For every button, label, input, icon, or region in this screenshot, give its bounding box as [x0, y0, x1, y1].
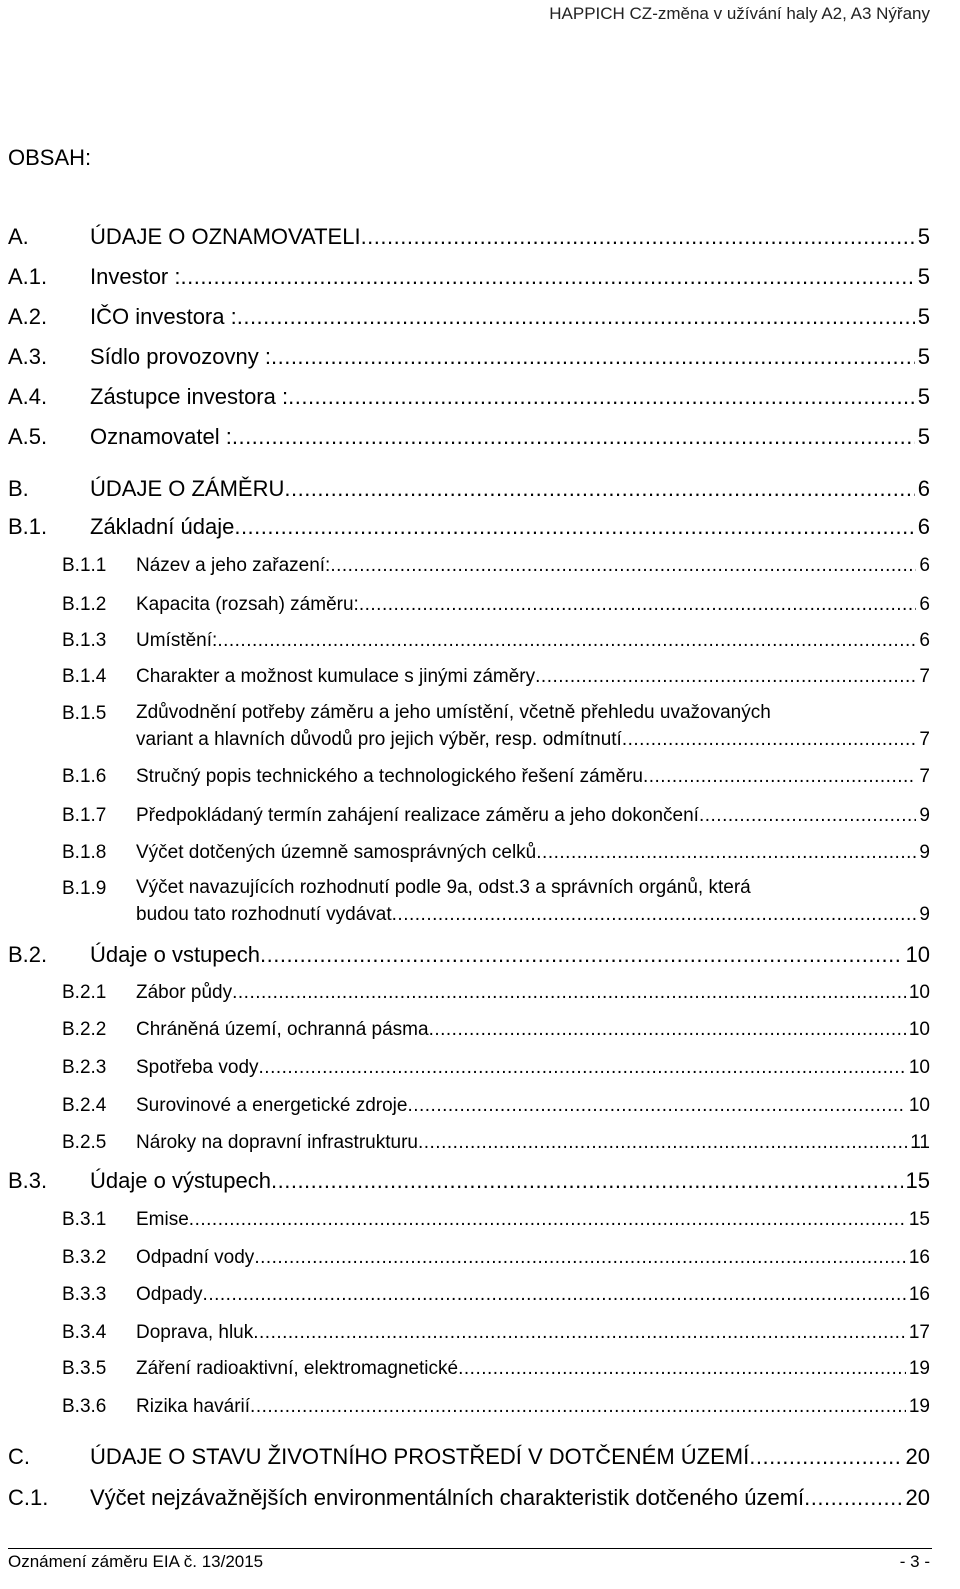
leader-dots	[288, 384, 915, 410]
toc-label: Zástupce investora :	[90, 384, 289, 409]
toc-number: B.1.7	[62, 805, 107, 826]
toc-page: 5	[917, 224, 930, 249]
toc-entry-b2-4[interactable]	[62, 1093, 930, 1117]
leader-dots	[260, 942, 903, 968]
toc-number: B.3.6	[62, 1396, 107, 1417]
toc-entry-c1[interactable]	[8, 1483, 930, 1511]
toc-entry-b3-5[interactable]	[62, 1356, 930, 1380]
leader-dots	[429, 1019, 906, 1041]
toc-page: 10	[908, 1095, 930, 1116]
toc-number: B.1.4	[62, 666, 107, 687]
leader-dots	[217, 630, 916, 652]
toc-number: C.	[8, 1444, 30, 1469]
toc-label: budou tato rozhodnutí vydávat	[136, 904, 392, 925]
leader-dots	[418, 1132, 907, 1154]
toc-entry-b1[interactable]	[8, 512, 930, 540]
leader-dots	[392, 904, 917, 926]
toc-entry-b3[interactable]	[8, 1166, 930, 1194]
toc-number: A.	[8, 224, 29, 249]
leader-dots	[189, 1209, 906, 1231]
leader-dots	[407, 1095, 905, 1117]
toc-number: B.3.1	[62, 1209, 107, 1230]
toc-number: B.2.2	[62, 1019, 107, 1040]
toc-entry-b1-3[interactable]	[62, 628, 930, 652]
toc-label: variant a hlavních důvodů pro jejich výběr, resp. odmítnutí	[136, 729, 622, 750]
leader-dots	[250, 1396, 906, 1418]
toc-number: B.3.3	[62, 1284, 107, 1305]
footer-divider	[8, 1548, 932, 1549]
leader-dots	[458, 1358, 906, 1380]
toc-entry-b1-7[interactable]	[62, 803, 930, 827]
leader-dots	[622, 729, 917, 751]
toc-number: B.1.2	[62, 594, 107, 615]
toc-page: 17	[908, 1322, 930, 1343]
leader-dots	[535, 666, 916, 688]
toc-page: 9	[919, 904, 930, 925]
leader-dots	[254, 1247, 906, 1269]
leader-dots	[361, 224, 915, 250]
toc-number: B.2.	[8, 942, 48, 967]
toc-number: C.1.	[8, 1485, 49, 1510]
toc-page: 10	[908, 1019, 930, 1040]
toc-page: 5	[917, 424, 930, 449]
toc-label: Odpadní vody	[136, 1247, 255, 1268]
toc-label: Sídlo provozovny :	[90, 344, 271, 369]
toc-page: 6	[919, 630, 930, 651]
toc-entry-a4[interactable]	[8, 382, 930, 410]
toc-entry-a5[interactable]	[8, 422, 930, 450]
toc-entry-b[interactable]	[8, 474, 930, 502]
toc-label: Nároky na dopravní infrastrukturu	[136, 1132, 418, 1153]
leader-dots	[749, 1444, 902, 1470]
toc-label: ÚDAJE O STAVU ŽIVOTNÍHO PROSTŘEDÍ V DOTČENÉM ÚZEMÍ	[90, 1444, 750, 1469]
page-title: OBSAH:	[8, 145, 92, 170]
toc-label: Název a jeho zařazení:	[136, 555, 331, 576]
toc-page: 19	[908, 1396, 930, 1417]
toc-page: 5	[917, 344, 930, 369]
toc-label: Charakter a možnost kumulace s jinými záměry	[136, 666, 536, 687]
toc-entry-b1-2[interactable]	[62, 592, 930, 616]
leader-dots	[237, 304, 915, 330]
toc-entry-b1-6[interactable]	[62, 764, 930, 788]
toc-number: B.1.	[8, 514, 48, 539]
toc-label: Chráněná území, ochranná pásma	[136, 1019, 429, 1040]
toc-number: A.5.	[8, 424, 48, 449]
toc-entry-b3-1[interactable]	[62, 1207, 930, 1231]
toc-page: 6	[917, 514, 930, 539]
toc-number: B.1.6	[62, 766, 107, 787]
toc-page: 5	[917, 304, 930, 329]
toc-label: Základní údaje	[90, 514, 235, 539]
toc-number: B.1.9	[62, 878, 107, 899]
toc-entry-b1-1[interactable]	[62, 553, 930, 577]
toc-number: B.2.4	[62, 1095, 107, 1116]
toc-page: 11	[910, 1132, 930, 1153]
leader-dots	[271, 344, 915, 370]
footer-page-number: - 3 -	[899, 1552, 930, 1571]
leader-dots	[259, 1057, 906, 1079]
toc-label: ÚDAJE O ZÁMĚRU	[90, 476, 285, 501]
toc-entry-b3-2[interactable]	[62, 1245, 930, 1269]
toc-number: B.3.	[8, 1168, 48, 1193]
toc-entry-a2[interactable]	[8, 302, 930, 330]
toc-label: Emise	[136, 1209, 189, 1230]
toc-page: 10	[908, 1057, 930, 1078]
toc-page: 7	[919, 666, 930, 687]
toc-page: 9	[919, 842, 930, 863]
toc-page: 10	[908, 982, 930, 1003]
toc-entry-b1-8[interactable]	[62, 840, 930, 864]
toc-page: 16	[908, 1247, 930, 1268]
toc-entry-b2-2[interactable]	[62, 1017, 930, 1041]
toc-label: Investor :	[90, 264, 181, 289]
toc-number: B.3.5	[62, 1358, 107, 1379]
toc-entry-b2[interactable]	[8, 940, 930, 968]
toc-number: B.2.3	[62, 1057, 107, 1078]
toc-number: A.4.	[8, 384, 48, 409]
toc-label: Údaje o vstupech	[90, 942, 260, 967]
leader-dots	[232, 982, 906, 1004]
toc-entry-b1-5-first-line: Zdůvodnění potřeby záměru a jeho umístění, včetně přehledu uvažovaných	[136, 702, 771, 723]
toc-entry-b2-5[interactable]	[62, 1130, 930, 1154]
toc-page: 7	[919, 729, 930, 750]
toc-page: 16	[908, 1284, 930, 1305]
toc-number: B.1.8	[62, 842, 107, 863]
footer-document-id: Oznámení záměru EIA č. 13/2015	[8, 1552, 264, 1571]
toc-label: Surovinové a energetické zdroje	[136, 1095, 408, 1116]
toc-page: 5	[917, 384, 930, 409]
toc-page: 6	[917, 476, 930, 501]
toc-page: 15	[908, 1209, 930, 1230]
toc-label: Údaje o výstupech	[90, 1168, 271, 1193]
toc-entry-b2-3[interactable]	[62, 1055, 930, 1079]
leader-dots	[234, 514, 914, 540]
toc-number: B.2.5	[62, 1132, 107, 1153]
toc-number: B.1.1	[62, 555, 107, 576]
toc-entry-a[interactable]	[8, 222, 930, 250]
toc-label: Zábor půdy	[136, 982, 233, 1003]
toc-page: 5	[917, 264, 930, 289]
toc-entry-b1-9-first-line: Výčet navazujících rozhodnutí podle 9a, odst.3 a správních orgánů, která	[136, 877, 751, 898]
toc-page: 20	[905, 1485, 930, 1510]
toc-label: Doprava, hluk	[136, 1322, 254, 1343]
toc-number: A.1.	[8, 264, 48, 289]
toc-label: Umístění:	[136, 630, 218, 651]
leader-dots	[203, 1284, 906, 1306]
toc-page: 6	[919, 555, 930, 576]
leader-dots	[536, 842, 916, 864]
toc-page: 10	[905, 942, 930, 967]
toc-label: Výčet nejzávažnějších environmentálních charakteristik dotčeného území	[90, 1485, 805, 1510]
toc-label: Rizika havárií	[136, 1396, 251, 1417]
toc-label: Kapacita (rozsah) záměru:	[136, 594, 359, 615]
toc-page: 15	[905, 1168, 930, 1193]
toc-label: Oznamovatel :	[90, 424, 232, 449]
toc-label: ÚDAJE O OZNAMOVATELI	[90, 224, 361, 249]
toc-label: Spotřeba vody	[136, 1057, 259, 1078]
leader-dots	[284, 476, 914, 502]
leader-dots	[699, 805, 916, 827]
toc-number: B.	[8, 476, 29, 501]
toc-number: B.1.5	[62, 703, 107, 724]
toc-entry-b2-1[interactable]	[62, 980, 930, 1004]
toc-label: IČO investora :	[90, 304, 237, 329]
toc-label: Předpokládaný termín zahájení realizace záměru a jeho dokončení	[136, 805, 699, 826]
toc-page: 7	[919, 766, 930, 787]
toc-number: B.3.2	[62, 1247, 107, 1268]
leader-dots	[232, 424, 915, 450]
toc-entry-c[interactable]	[8, 1442, 930, 1470]
toc-number: B.2.1	[62, 982, 107, 1003]
toc-page: 9	[919, 805, 930, 826]
toc-entry-b3-4[interactable]	[62, 1320, 930, 1344]
leader-dots	[180, 264, 914, 290]
toc-label: Stručný popis technického a technologického řešení záměru	[136, 766, 643, 787]
toc-number: A.2.	[8, 304, 48, 329]
leader-dots	[253, 1322, 906, 1344]
leader-dots	[271, 1168, 903, 1194]
toc-entry-a1[interactable]	[8, 262, 930, 290]
leader-dots	[359, 594, 917, 616]
toc-page: 6	[919, 594, 930, 615]
toc-entry-b3-3[interactable]	[62, 1282, 930, 1306]
toc-entry-b3-6[interactable]	[62, 1394, 930, 1418]
toc-number: A.3.	[8, 344, 48, 369]
toc-number: B.1.3	[62, 630, 107, 651]
leader-dots	[804, 1485, 902, 1511]
toc-page: 20	[905, 1444, 930, 1469]
toc-page: 19	[908, 1358, 930, 1379]
leader-dots	[643, 766, 916, 788]
running-header: HAPPICH CZ-změna v užívání haly A2, A3 Nýřany	[549, 4, 930, 23]
toc-number: B.3.4	[62, 1322, 107, 1343]
toc-label: Odpady	[136, 1284, 203, 1305]
toc-entry-a3[interactable]	[8, 342, 930, 370]
leader-dots	[330, 555, 916, 577]
toc-entry-b1-4[interactable]	[62, 664, 930, 688]
toc-label: Výčet dotčených územně samosprávných celků	[136, 842, 537, 863]
toc-label: Záření radioaktivní, elektromagnetické	[136, 1358, 459, 1379]
